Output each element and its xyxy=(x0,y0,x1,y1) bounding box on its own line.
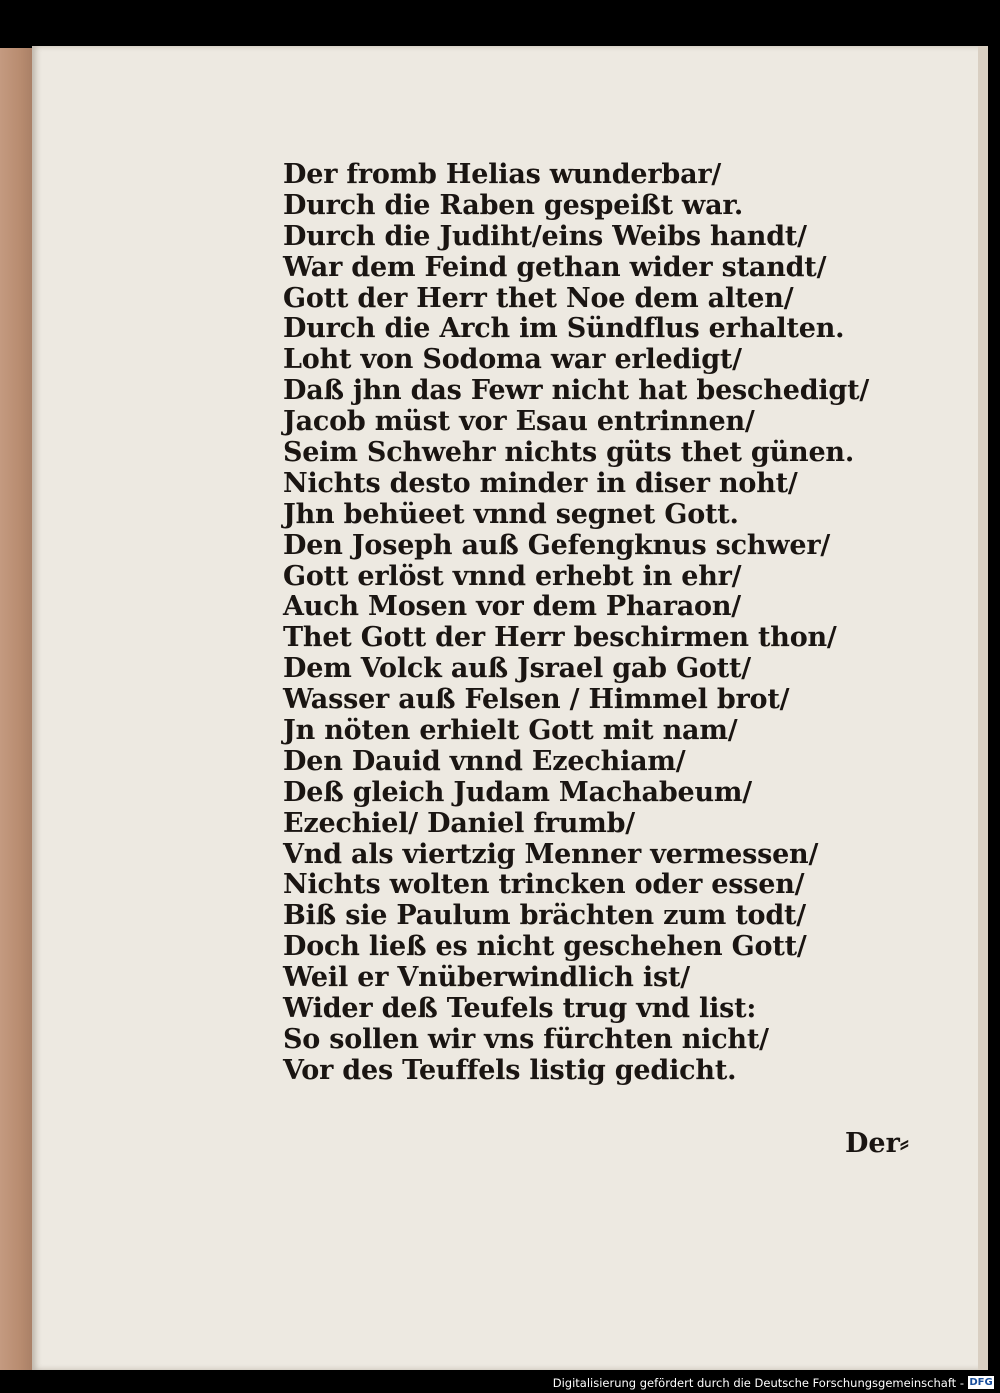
page-right-edge xyxy=(978,46,988,1370)
poem-line: Daß jhn das Fewr nicht hat beschedigt/ xyxy=(283,375,870,407)
poem-line: Durch die Judiht/eins Weibs handt/ xyxy=(283,220,807,252)
poem-line: Auch Mosen vor dem Pharaon/ xyxy=(283,591,741,623)
footer-credit: Digitalisierung gefördert durch die Deutsche Forschungsgemeinschaft - xyxy=(552,1376,964,1390)
poem-line: Jhn behüeet vnnd segnet Gott. xyxy=(283,498,739,530)
poem-line: So sollen wir vns fürchten nicht/ xyxy=(283,1023,769,1055)
poem-line: Wider deß Teufels trug vnd list: xyxy=(283,993,757,1025)
poem-text xyxy=(283,160,869,1087)
dfg-logo: DFG xyxy=(969,1377,993,1388)
poem-line: Nichts wolten trincken oder essen/ xyxy=(283,869,805,901)
poem-line: Seim Schwehr nichts güts thet günen. xyxy=(283,437,855,469)
poem-line: War dem Feind gethan wider standt/ xyxy=(283,251,827,283)
poem-line: Der fromb Helias wunderbar/ xyxy=(283,159,722,190)
poem-line: Weil er Vnüberwindlich ist/ xyxy=(283,962,690,994)
poem-line: Dem Volck auß Jsrael gab Gott/ xyxy=(283,653,751,685)
poem-line: Nichts desto minder in diser noht/ xyxy=(283,467,798,499)
poem-line: Wasser auß Felsen / Himmel brot/ xyxy=(283,684,790,716)
poem-line: Vor des Teuffels listig gedicht. xyxy=(283,1054,737,1086)
poem-line: Doch ließ es nicht geschehen Gott/ xyxy=(283,931,807,963)
poem-line: Durch die Arch im Sündflus erhalten. xyxy=(283,313,845,345)
poem-line: Den Joseph auß Gefengknus schwer/ xyxy=(283,529,831,561)
poem-line: Gott der Herr thet Noe dem alten/ xyxy=(283,282,794,314)
poem-line: Vnd als viertzig Menner vermessen/ xyxy=(283,838,819,870)
poem-line: Jacob müst vor Esau entrinnen/ xyxy=(283,406,755,438)
poem-line: Gott erlöst vnnd erhebt in ehr/ xyxy=(283,560,742,592)
poem-line: Durch die Raben gespeißt war. xyxy=(283,189,744,221)
poem-line: Jn nöten erhielt Gott mit nam/ xyxy=(283,715,738,747)
catchword: Der⸗ xyxy=(845,1128,909,1159)
poem-line: Loht von Sodoma war erledigt/ xyxy=(283,344,742,376)
poem-line: Biß sie Paulum brächten zum todt/ xyxy=(283,900,806,932)
poem-line: Ezechiel/ Daniel frumb/ xyxy=(283,807,635,839)
poem-line: Thet Gott der Herr beschirmen thon/ xyxy=(283,622,837,654)
poem-line: Deß gleich Judam Machabeum/ xyxy=(283,776,752,808)
poem-line: Den Dauid vnnd Ezechiam/ xyxy=(283,745,686,777)
